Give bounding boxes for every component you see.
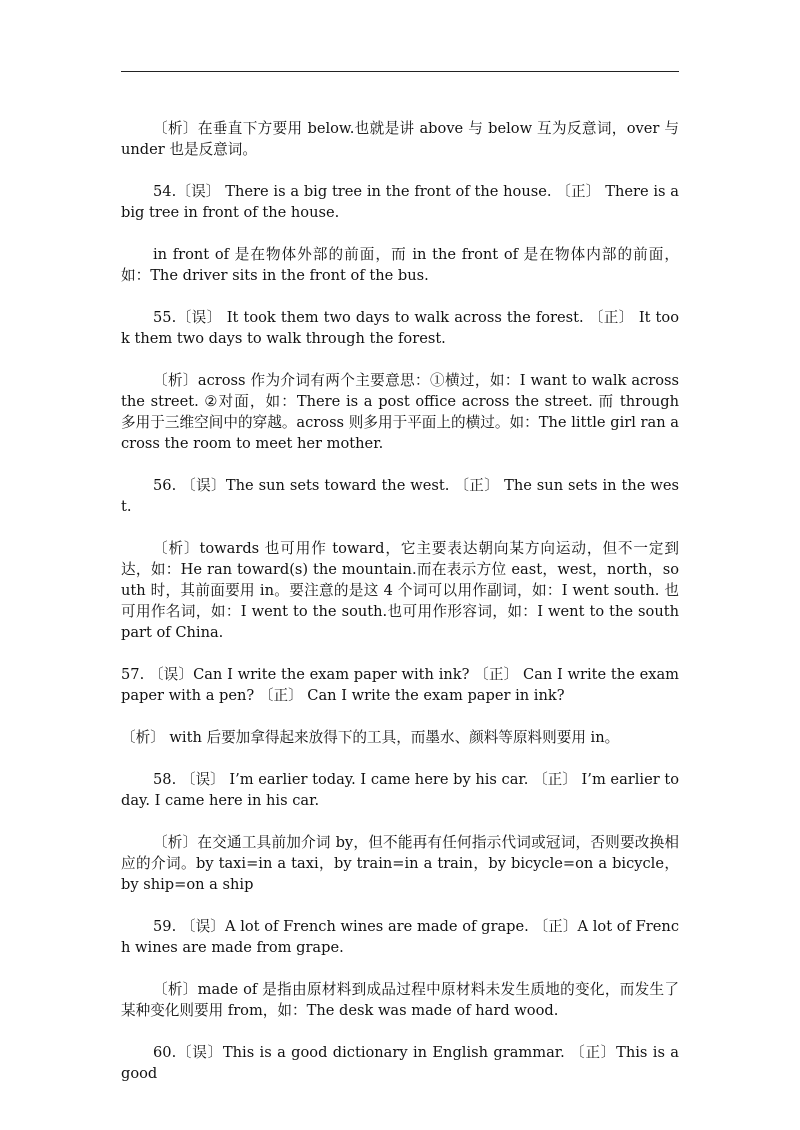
paragraph-item-59: 59. 〔误〕A lot of French wines are made of grape. 〔正〕A lot of French wines are made from grape. <box>121 918 679 956</box>
paragraph-item-54: 54.〔误〕 There is a big tree in the front of the house. 〔正〕 There is a big tree in front of the house. <box>121 183 679 221</box>
paragraph-item-55: 55.〔误〕 It took them two days to walk across the forest. 〔正〕 It took them two days to walk through the forest. <box>121 309 679 347</box>
paragraph-analysis-in-front-of: in front of 是在物体外部的前面，而 in the front of 是在物体内部的前面，如：The driver sits in the front of the bus. <box>121 246 679 284</box>
paragraph-analysis-by: 〔析〕在交通工具前加介词 by，但不能再有任何指示代词或冠词，否则要改换相应的介词。by taxi=in a taxi，by train=in a train，by bicycle=on a bicycle，by ship=on a ship <box>121 834 679 893</box>
paragraph-item-56: 56. 〔误〕The sun sets toward the west. 〔正〕 The sun sets in the west. <box>121 477 679 515</box>
paragraph-analysis-made-of: 〔析〕made of 是指由原材料到成品过程中原材料未发生质地的变化，而发生了某种变化则要用 from，如：The desk was made of hard wood. <box>121 981 679 1019</box>
paragraph-analysis-with: 〔析〕 with 后要加拿得起来放得下的工具，而墨水、颜料等原料则要用 in。 <box>121 729 620 746</box>
paragraph-item-60: 60.〔误〕This is a good dictionary in English grammar. 〔正〕This is a good <box>121 1044 679 1082</box>
paragraph-analysis-across: 〔析〕across 作为介词有两个主要意思：①横过，如：I want to walk across the street. ②对面，如：There is a post office across the street. 而 through 多用于三维空间中的穿越。across 则多用于平面上的横过。如：The little girl ran across the room to meet her mother. <box>121 372 679 452</box>
paragraph-analysis-towards: 〔析〕towards 也可用作 toward，它主要表达朝向某方向运动，但不一定到达，如：He ran toward(s) the mountain.而在表示方位 east，west，north，south 时，其前面要用 in。要注意的是这 4 个词可以用作副词，如：I went south. 也可用作名词，如：I went to the south.也可用作形容词，如：I went to the south part of China. <box>121 540 679 641</box>
document-body <box>121 118 679 1105</box>
paragraph-item-57: 57. 〔误〕Can I write the exam paper with ink? 〔正〕 Can I write the exam paper with a pen? 〔正〕 Can I write the exam paper in ink? <box>121 666 679 704</box>
paragraph-item-58: 58. 〔误〕 I’m earlier today. I came here by his car. 〔正〕 I’m earlier today. I came here in his car. <box>121 771 679 809</box>
header-rule <box>121 71 679 72</box>
paragraph-analysis-below: 〔析〕在垂直下方要用 below.也就是讲 above 与 below 互为反意词，over 与 under 也是反意词。 <box>121 120 679 158</box>
